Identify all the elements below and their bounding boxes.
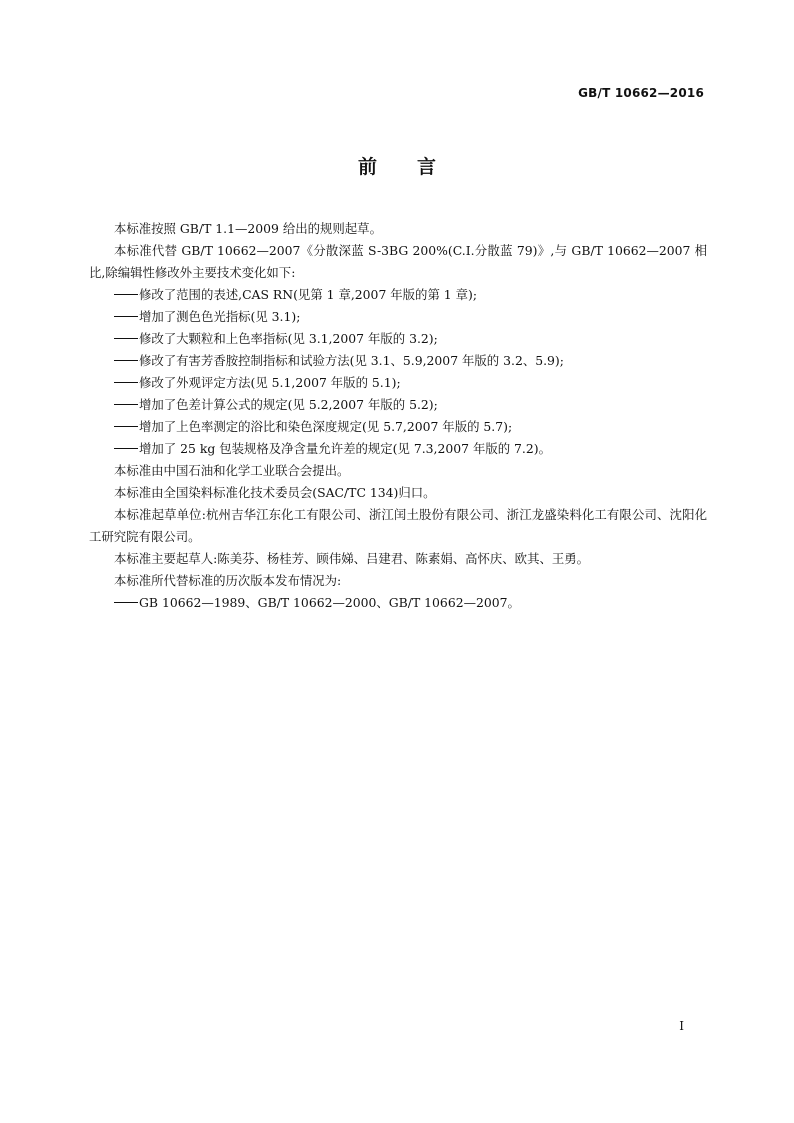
foreword-body bbox=[89, 218, 707, 614]
title-char-2: 言 bbox=[417, 156, 437, 178]
paragraph-drafting-units: 本标准起草单位:杭州吉华江东化工有限公司、浙江闰土股份有限公司、浙江龙盛染料化工有限公司、沈阳化工研究院有限公司。 bbox=[89, 507, 707, 544]
paragraph-history-intro: 本标准所代替标准的历次版本发布情况为: bbox=[114, 573, 342, 588]
paragraph-drafting-rules: 本标准按照 GB/T 1.1—2009 给出的规则起草。 bbox=[114, 221, 382, 236]
page-number: I bbox=[679, 1019, 684, 1033]
list-item: 增加了测色色光指标(见 3.1); bbox=[89, 306, 707, 328]
list-item: 增加了上色率测定的浴比和染色深度规定(见 5.7,2007 年版的 5.7); bbox=[89, 416, 707, 438]
paragraph-committee: 本标准由全国染料标准化技术委员会(SAC/TC 134)归口。 bbox=[114, 485, 436, 500]
list-item: 增加了 25 kg 包装规格及净含量允许差的规定(见 7.3,2007 年版的 7.2)。 bbox=[89, 438, 707, 460]
em-dash-bullet bbox=[114, 338, 138, 339]
title-char-1: 前 bbox=[357, 156, 377, 178]
list-item: 修改了大颗粒和上色率指标(见 3.1,2007 年版的 3.2); bbox=[89, 328, 707, 350]
list-item: 增加了色差计算公式的规定(见 5.2,2007 年版的 5.2); bbox=[89, 394, 707, 416]
em-dash-bullet bbox=[114, 316, 138, 317]
em-dash-bullet bbox=[114, 404, 138, 405]
paragraph-drafters: 本标准主要起草人:陈美芬、杨桂芳、顾伟娣、吕建君、陈素娟、高怀庆、欧其、王勇。 bbox=[114, 551, 590, 566]
page-title bbox=[0, 152, 794, 179]
em-dash-bullet bbox=[114, 294, 138, 295]
standard-code: GB/T 10662—2016 bbox=[578, 86, 704, 100]
em-dash-bullet bbox=[114, 448, 138, 449]
em-dash-bullet bbox=[114, 382, 138, 383]
em-dash-bullet bbox=[114, 360, 138, 361]
list-item: 修改了外观评定方法(见 5.1,2007 年版的 5.1); bbox=[89, 372, 707, 394]
paragraph-replacement: 本标准代替 GB/T 10662—2007《分散深蓝 S-3BG 200%(C.I.分散蓝 79)》,与 GB/T 10662—2007 相比,除编辑性修改外主要技术变化如下: bbox=[89, 243, 707, 280]
paragraph-proposer: 本标准由中国石油和化学工业联合会提出。 bbox=[114, 463, 350, 478]
em-dash-bullet bbox=[114, 602, 138, 603]
em-dash-bullet bbox=[114, 426, 138, 427]
list-item: 修改了范围的表述,CAS RN(见第 1 章,2007 年版的第 1 章); bbox=[89, 284, 707, 306]
list-item: GB 10662—1989、GB/T 10662—2000、GB/T 10662—2007。 bbox=[89, 592, 707, 614]
list-item: 修改了有害芳香胺控制指标和试验方法(见 3.1、5.9,2007 年版的 3.2、5.9); bbox=[89, 350, 707, 372]
